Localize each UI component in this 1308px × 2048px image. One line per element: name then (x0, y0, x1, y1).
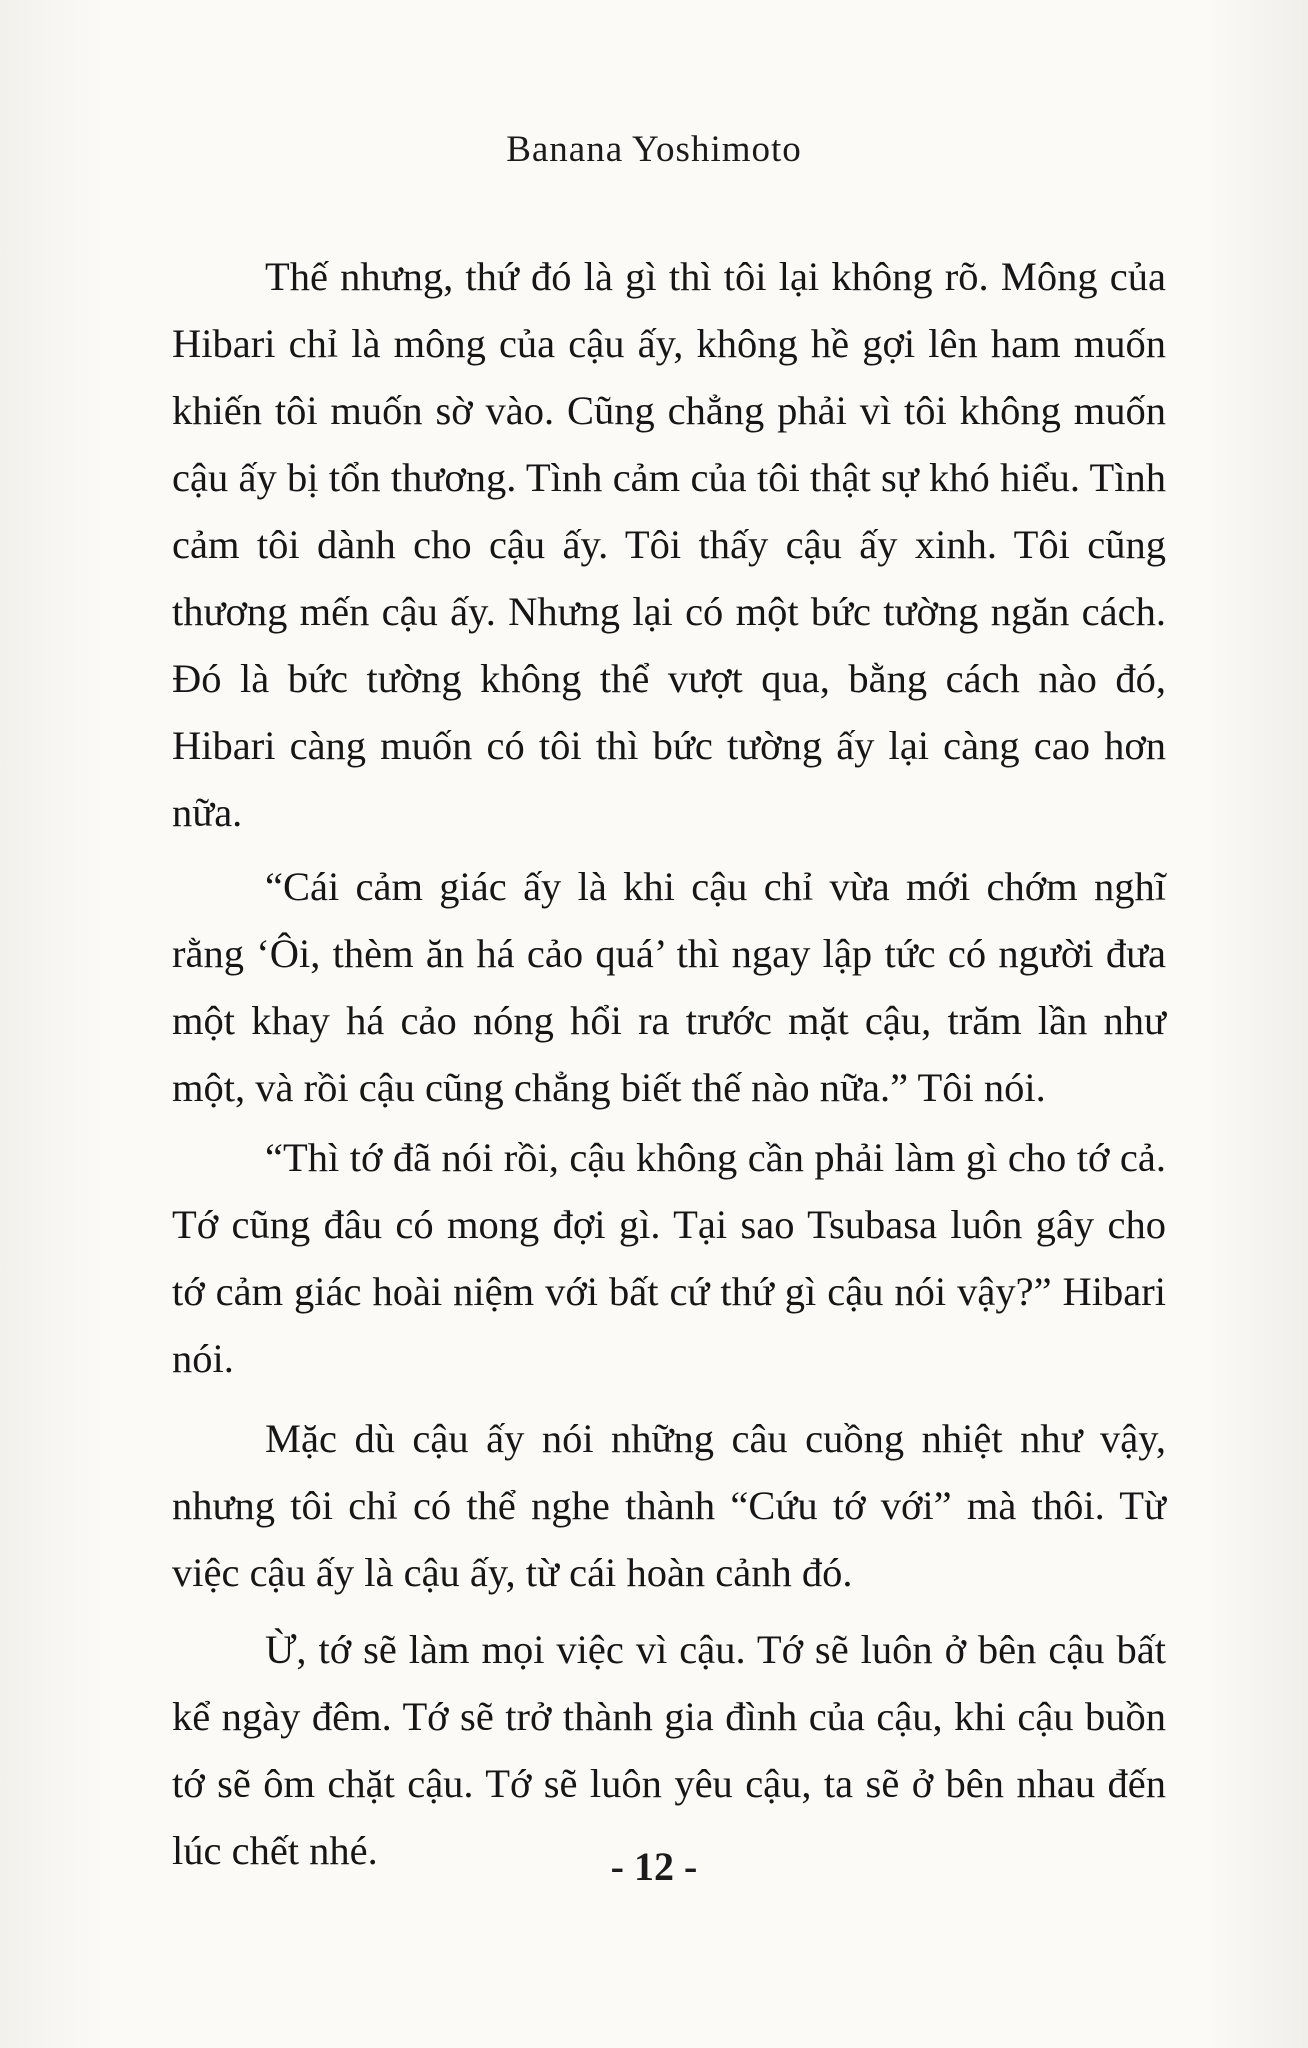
page-number: - 12 - (610, 1844, 698, 1889)
running-head-author: Banana Yoshimoto (506, 129, 802, 170)
paragraph-5: Ừ, tớ sẽ làm mọi việc vì cậu. Tớ sẽ luôn ở bên cậu bất kể ngày đêm. Tớ sẽ trở thành gia đình của cậu, khi cậu buồn tớ sẽ ôm chặt cậu. Tớ sẽ luôn yêu cậu, ta sẽ ở bên nhau đến lúc chết nhé. (172, 1627, 1166, 1873)
paragraph-4: Mặc dù cậu ấy nói những câu cuồng nhiệt như vậy, nhưng tôi chỉ có thể nghe thành “Cứu tớ với” mà thôi. Từ việc cậu ấy là cậu ấy, từ cái hoàn cảnh đó. (172, 1416, 1166, 1595)
body-text (172, 243, 1166, 1884)
paragraph-1: Thế nhưng, thứ đó là gì thì tôi lại không rõ. Mông của Hibari chỉ là mông của cậu ấy, không hề gợi lên ham muốn khiến tôi muốn sờ vào. Cũng chẳng phải vì tôi không muốn cậu ấy bị tổn thương. Tình cảm của tôi thật sự khó hiểu. Tình cảm tôi dành cho cậu ấy. Tôi thấy cậu ấy xinh. Tôi cũng thương mến cậu ấy. Nhưng lại có một bức tường ngăn cách. Đó là bức tường không thể vượt qua, bằng cách nào đó, Hibari càng muốn có tôi thì bức tường ấy lại càng cao hơn nữa. (172, 254, 1166, 835)
paragraph-2: “Cái cảm giác ấy là khi cậu chỉ vừa mới chớm nghĩ rằng ‘Ôi, thèm ăn há cảo quá’ thì ngay lập tức có người đưa một khay há cảo nóng hổi ra trước mặt cậu, trăm lần như một, và rồi cậu cũng chẳng biết thế nào nữa.” Tôi nói. (172, 864, 1166, 1110)
paragraph-3: “Thì tớ đã nói rồi, cậu không cần phải làm gì cho tớ cả. Tớ cũng đâu có mong đợi gì. Tại sao Tsubasa luôn gây cho tớ cảm giác hoài niệm với bất cứ thứ gì cậu nói vậy?” Hibari nói. (172, 1135, 1166, 1381)
